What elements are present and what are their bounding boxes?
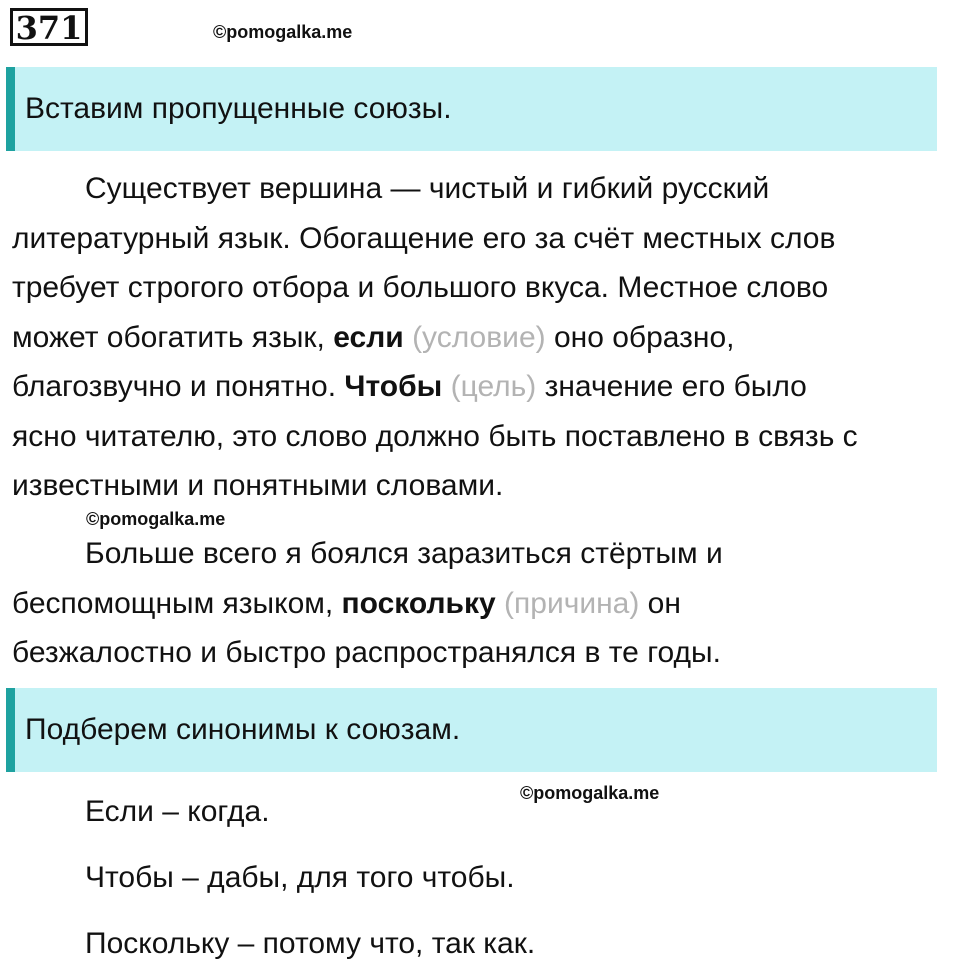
watermark-bottom: ©pomogalka.me [520,783,660,803]
paragraph-line: известными и понятными словами. [12,469,504,502]
synonym-line: Поскольку – потому что, так как. [85,927,536,960]
watermark-middle: ©pomogalka.me [86,509,226,529]
text-fragment: он [639,586,681,620]
conjunction-poskolku: поскольку [341,586,496,620]
paragraph-line [12,313,957,363]
section-title: Подберем синонимы к союзам. [25,713,461,746]
section-header-synonyms [6,688,937,772]
text-fragment: беспомощным языком, [12,586,342,620]
text-fragment: благозвучно и понятно. [12,370,345,403]
task-number-box: 371 [10,8,88,46]
synonym-line: Если – когда. [85,795,270,828]
paragraph-2 [12,529,957,678]
hint-reason: (причина) [504,586,640,620]
paragraph-line: Больше всего я боялся заразиться стёртым и [85,537,723,570]
synonym-line: Чтобы – дабы, для того чтобы. [85,861,515,894]
text-fragment: значение его было [536,370,807,403]
paragraph-line: Существует вершина — чистый и гибкий русский [85,172,770,205]
paragraph-1 [12,164,957,511]
conjunction-esli: если [333,320,404,354]
paragraph-line: литературный язык. Обогащение его за счёт местных слов [12,221,836,255]
paragraph-line [12,579,957,629]
paragraph-line: требует строгого отбора и большого вкуса. Местное слово [12,271,829,304]
section-title: Вставим пропущенные союзы. [25,92,452,125]
paragraph-line: безжалостно и быстро распространялся в те годы. [12,636,721,669]
hint-purpose: (цель) [450,370,537,403]
hint-condition: (условие) [412,320,546,354]
watermark-top: ©pomogalka.me [213,22,353,42]
paragraph-line [12,362,957,412]
paragraph-line: ясно читателю, это слово должно быть поставлено в связь с [12,419,858,453]
text-fragment: может обогатить язык, [12,320,334,354]
section-header-insert-conjunctions [6,67,937,151]
conjunction-chtoby: Чтобы [344,370,443,403]
text-fragment: оно образно, [545,320,735,354]
